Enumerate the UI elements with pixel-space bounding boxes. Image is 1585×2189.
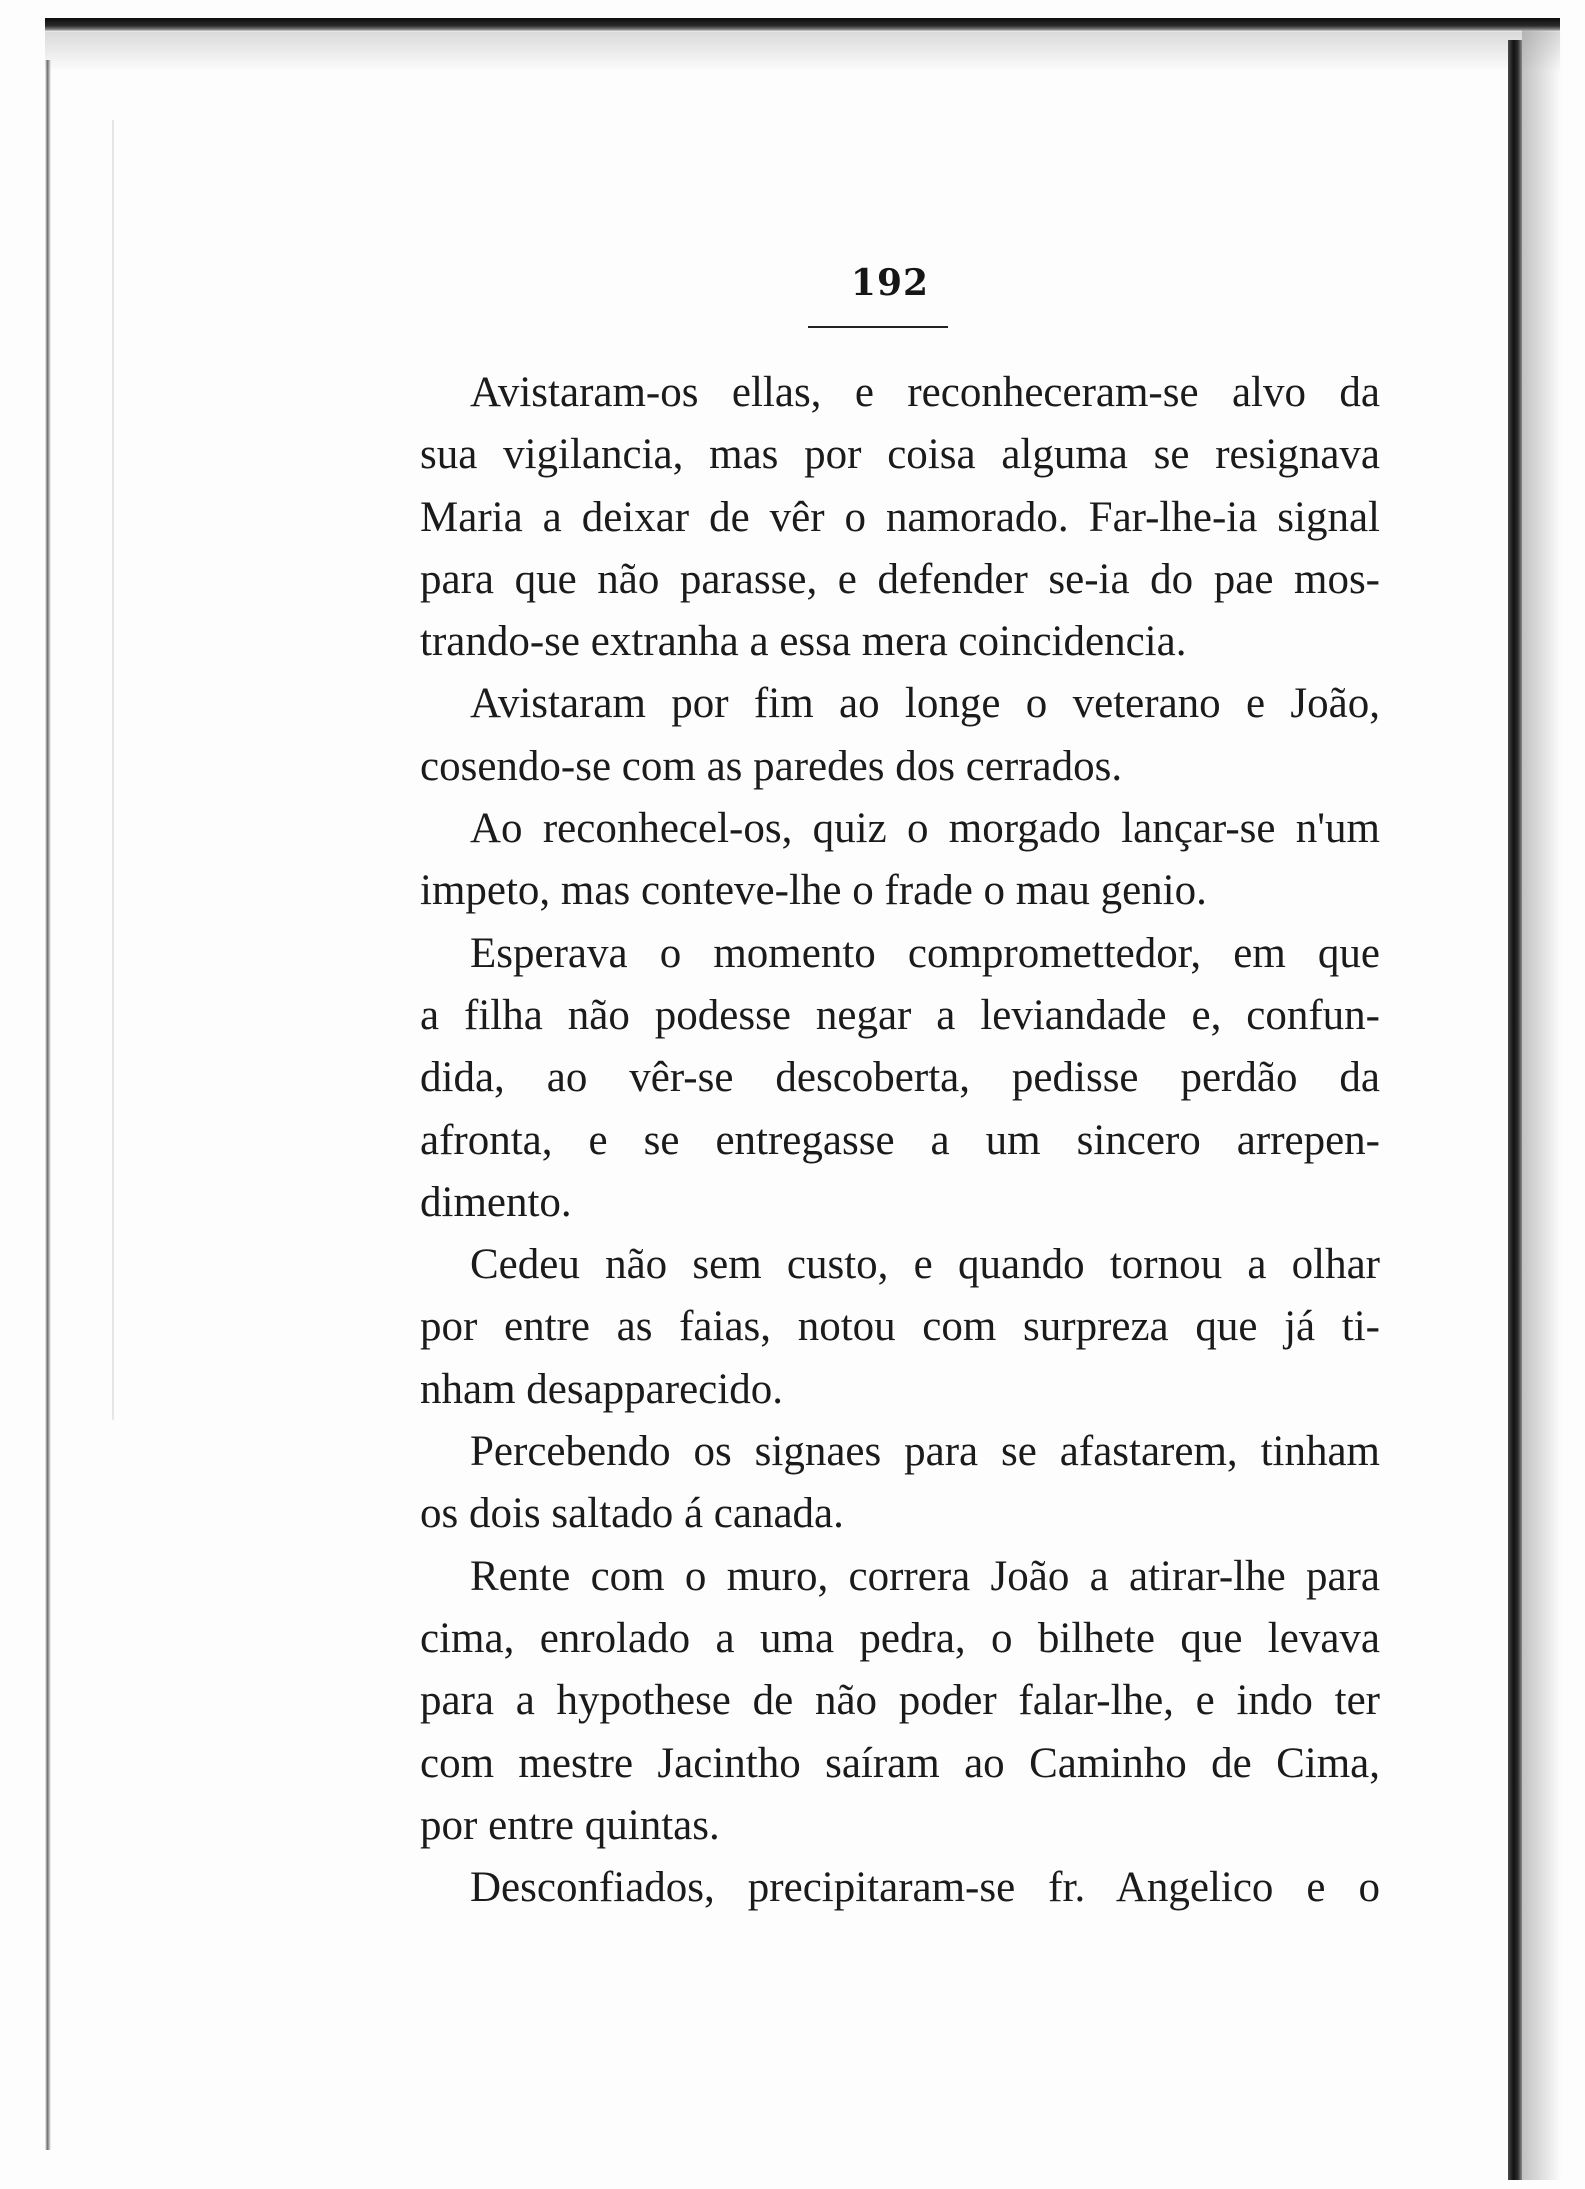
paragraph bbox=[370, 1421, 1380, 1546]
text-line: sua vigilancia, mas por coisa alguma se resignava bbox=[420, 431, 1380, 479]
scan-edge-right-shadow bbox=[1522, 30, 1562, 2180]
body-text bbox=[370, 362, 1380, 1919]
page-number: 192 bbox=[850, 262, 930, 304]
text-line: trando-se extranha a essa mera coincidencia. bbox=[420, 618, 1187, 666]
text-line: afronta, e se entregasse a um sincero arrepen- bbox=[420, 1116, 1380, 1164]
paragraph bbox=[370, 362, 1380, 673]
text-line: Rente com o muro, correra João a atirar-lhe para bbox=[470, 1552, 1380, 1600]
text-line: Desconfiados, precipitaram-se fr. Angelico e o bbox=[470, 1864, 1380, 1912]
text-line: a filha não podesse negar a leviandade e, confun- bbox=[420, 991, 1380, 1039]
scan-edge-top-shadow bbox=[45, 32, 1560, 72]
scan-edge-left-faint bbox=[112, 120, 114, 1420]
text-line: impeto, mas conteve-lhe o frade o mau genio. bbox=[420, 867, 1207, 915]
text-line: nham desapparecido. bbox=[420, 1365, 783, 1413]
text-line: para a hypothese de não poder falar-lhe, e indo ter bbox=[420, 1677, 1380, 1725]
paragraph bbox=[370, 1234, 1380, 1421]
text-line: Esperava o momento compromettedor, em que bbox=[470, 929, 1380, 977]
text-line: cosendo-se com as paredes dos cerrados. bbox=[420, 742, 1123, 790]
paragraph bbox=[370, 1857, 1380, 1919]
text-line: dimento. bbox=[420, 1178, 572, 1226]
text-line: Avistaram-os ellas, e reconheceram-se alvo da bbox=[470, 369, 1380, 416]
paragraph bbox=[370, 798, 1380, 923]
text-line: Cedeu não sem custo, e quando tornou a olhar bbox=[470, 1241, 1380, 1289]
text-line: cima, enrolado a uma pedra, o bilhete que levava bbox=[420, 1614, 1380, 1662]
paragraph bbox=[370, 673, 1380, 798]
scan-edge-top bbox=[45, 18, 1560, 32]
scan-edge-left bbox=[45, 60, 51, 2150]
text-line: dida, ao vêr-se descoberta, pedisse perdão da bbox=[420, 1054, 1380, 1102]
paragraph bbox=[370, 923, 1380, 1234]
text-line: os dois saltado á canada. bbox=[420, 1490, 844, 1538]
text-line: Avistaram por fim ao longe o veterano e João, bbox=[470, 680, 1380, 728]
paragraph bbox=[370, 1546, 1380, 1857]
text-line: Ao reconhecel-os, quiz o morgado lançar-se n'um bbox=[470, 805, 1380, 853]
page-number-rule bbox=[808, 326, 948, 328]
text-line: com mestre Jacintho saíram ao Caminho de Cima, bbox=[420, 1739, 1380, 1787]
text-line: Maria a deixar de vêr o namorado. Far-lhe-ia signal bbox=[420, 493, 1380, 541]
text-line: para que não parasse, e defender se-ia do pae mos- bbox=[420, 555, 1380, 603]
scan-edge-right bbox=[1508, 40, 1522, 2180]
text-line: por entre quintas. bbox=[420, 1801, 720, 1849]
text-line: por entre as faias, notou com surpreza que já ti- bbox=[420, 1303, 1380, 1351]
text-line: Percebendo os signaes para se afastarem, tinham bbox=[470, 1428, 1380, 1476]
